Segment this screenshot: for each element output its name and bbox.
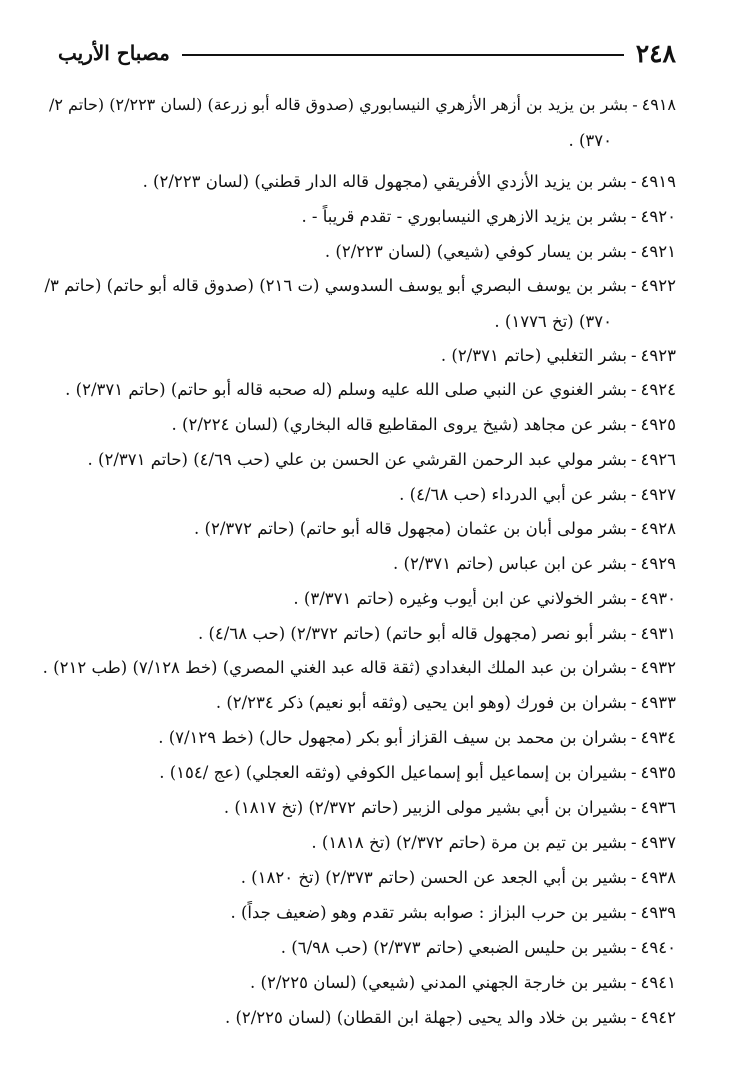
entry-number: ٤٩٣٥	[640, 763, 676, 782]
entry-4931: ٤٩٣١-بشر أبو نصر (مجهول قاله أبو حاتم) (حاتم ٢/٣٧٢) (حب ٤/٦٨) .	[197, 624, 676, 643]
entry-number: ٤٩٣٩	[640, 903, 676, 922]
entry-4918-continuation: ٣٧٠) .	[568, 131, 612, 150]
entry-number: ٤٩٢٠	[640, 207, 676, 226]
entry-4936: ٤٩٣٦-بشيران بن أبي بشير مولى الزبير (حاتم ٢/٣٧٢) (تخ ١٨١٧) .	[223, 798, 676, 817]
entry-text: بشر بن يزيد الأزدي الأفريقي (مجهول قاله الدار قطني) (لسان ٢/٢٢٣) .	[142, 172, 627, 191]
entry-text: بشير بن أبي الجعد عن الحسن (حاتم ٢/٣٧٣) (تخ ١٨٢٠) .	[240, 868, 627, 887]
entry-4934: ٤٩٣٤-بشران بن محمد بن سيف القزاز أبو بكر (مجهول حال) (خط ٧/١٢٩) .	[158, 728, 676, 747]
entry-text: بشر أبو نصر (مجهول قاله أبو حاتم) (حاتم ٢/٣٧٢) (حب ٤/٦٨) .	[197, 624, 627, 643]
entry-number: ٤٩٢٩	[640, 554, 676, 573]
page-header	[58, 38, 676, 68]
entry-4938: ٤٩٣٨-بشير بن أبي الجعد عن الحسن (حاتم ٢/٣٧٣) (تخ ١٨٢٠) .	[240, 868, 676, 887]
entry-4924: ٤٩٢٤-بشر الغنوي عن النبي صلى الله عليه وسلم (له صحبه قاله أبو حاتم) (حاتم ٢/٣٧١) .	[65, 380, 676, 399]
entry-number: ٤٩٣٠	[640, 589, 676, 608]
entry-text: بشير بن تيم بن مرة (حاتم ٢/٣٧٢) (تخ ١٨١٨) .	[311, 833, 627, 852]
entry-4926: ٤٩٢٦-بشر مولي عبد الرحمن القرشي عن الحسن بن علي (حب ٤/٦٩) (حاتم ٢/٣٧١) .	[87, 450, 676, 469]
entry-text: بشيران بن أبي بشير مولى الزبير (حاتم ٢/٣٧٢) (تخ ١٨١٧) .	[223, 798, 627, 817]
entry-number: ٤٩٢٧	[640, 485, 676, 504]
entry-4922-continuation: ٣٧٠) (تخ ١٧٧٦) .	[494, 312, 612, 331]
entry-4919: ٤٩١٩-بشر بن يزيد الأزدي الأفريقي (مجهول قاله الدار قطني) (لسان ٢/٢٢٣) .	[142, 172, 676, 191]
entry-4939: ٤٩٣٩-بشير بن حرب البزاز : صوابه بشر تقدم وهو (ضعيف جداً) .	[230, 903, 676, 922]
entry-4941: ٤٩٤١-بشير بن خارجة الجهني المدني (شيعي) (لسان ٢/٢٢٥) .	[250, 973, 676, 992]
entry-number: ٤٩٢٤	[640, 380, 676, 399]
entry-number: ٤٩٣٨	[640, 868, 676, 887]
entry-text: بشر الغنوي عن النبي صلى الله عليه وسلم (له صحبه قاله أبو حاتم) (حاتم ٢/٣٧١) .	[65, 380, 627, 399]
entry-4927: ٤٩٢٧-بشر عن أبي الدرداء (حب ٤/٦٨) .	[399, 485, 676, 504]
entry-text: بشر عن ابن عباس (حاتم ٢/٣٧١) .	[393, 554, 627, 573]
entry-text: بشر بن يوسف البصري أبو يوسف السدوسي (ت ٢١٦) (صدوق قاله أبو حاتم) (حاتم ٣/	[44, 276, 627, 295]
entry-number: ٤٩٤١	[640, 973, 676, 992]
entry-text: بشير بن حليس الضبعي (حاتم ٢/٣٧٣) (حب ٦/٩٨) .	[280, 938, 627, 957]
entry-text: بشر عن أبي الدرداء (حب ٤/٦٨) .	[399, 485, 627, 504]
entry-number: ٤٩٢٣	[640, 346, 676, 365]
entry-4932: ٤٩٣٢-بشران بن عبد الملك البغدادي (ثقة قاله عبد الغني المصري) (خط ٧/١٢٨) (طب ٢١٢) .	[42, 658, 676, 677]
entry-number: ٤٩٢٨	[640, 519, 676, 538]
entry-4942: ٤٩٤٢-بشير بن خلاد والد يحيى (جهلة ابن القطان) (لسان ٢/٢٢٥) .	[224, 1008, 676, 1027]
entry-number: ٤٩٢٢	[640, 276, 676, 295]
entry-4933: ٤٩٣٣-بشران بن فورك (وهو ابن يحيى (وثقه أبو نعيم) ذكر ٢/٢٣٤) .	[215, 693, 676, 712]
entry-4935: ٤٩٣٥-بشيران بن إسماعيل أبو إسماعيل الكوفي (وثقه العجلي) (عج /١٥٤) .	[159, 763, 676, 782]
entry-number: ٤٩٣٤	[640, 728, 676, 747]
entry-4925: ٤٩٢٥-بشر عن مجاهد (شيخ يروى المقاطيع قاله البخاري) (لسان ٢/٢٢٤) .	[171, 415, 676, 434]
entry-text: بشر بن يسار كوفي (شيعي) (لسان ٢/٢٢٣) .	[324, 242, 627, 261]
entry-number: ٤٩١٨	[641, 95, 676, 114]
entry-number: ٤٩٣٣	[640, 693, 676, 712]
entry-text: بشير بن خلاد والد يحيى (جهلة ابن القطان) (لسان ٢/٢٢٥) .	[224, 1008, 627, 1027]
entry-4928: ٤٩٢٨-بشر مولى أبان بن عثمان (مجهول قاله أبو حاتم) (حاتم ٢/٣٧٢) .	[194, 519, 676, 538]
entry-text: بشر بن يزيد الازهري النيسابوري - تقدم قريباً - .	[301, 207, 627, 226]
entry-text: بشران بن محمد بن سيف القزاز أبو بكر (مجهول حال) (خط ٧/١٢٩) .	[158, 728, 627, 747]
entry-number: ٤٩٢٦	[640, 450, 676, 469]
entry-number: ٤٩٢١	[640, 242, 676, 261]
entry-number: ٤٩٣٦	[640, 798, 676, 817]
header-rule	[182, 54, 624, 56]
entry-4920: ٤٩٢٠-بشر بن يزيد الازهري النيسابوري - تقدم قريباً - .	[301, 207, 676, 226]
entry-text: بشر مولي عبد الرحمن القرشي عن الحسن بن علي (حب ٤/٦٩) (حاتم ٢/٣٧١) .	[87, 450, 627, 469]
entry-number: ٤٩٤٢	[640, 1008, 676, 1027]
entry-text: بشران بن عبد الملك البغدادي (ثقة قاله عبد الغني المصري) (خط ٧/١٢٨) (طب ٢١٢) .	[42, 658, 627, 677]
entry-number: ٤٩١٩	[640, 172, 676, 191]
entry-4923: ٤٩٢٣-بشر التغلبي (حاتم ٢/٣٧١) .	[440, 346, 676, 365]
entry-4921: ٤٩٢١-بشر بن يسار كوفي (شيعي) (لسان ٢/٢٢٣) .	[324, 242, 676, 261]
entry-text: بشيران بن إسماعيل أبو إسماعيل الكوفي (وثقه العجلي) (عج /١٥٤) .	[159, 763, 627, 782]
entry-4940: ٤٩٤٠-بشير بن حليس الضبعي (حاتم ٢/٣٧٣) (حب ٦/٩٨) .	[280, 938, 676, 957]
book-title: مصباح الأريب	[58, 41, 170, 65]
entry-text: بشير بن خارجة الجهني المدني (شيعي) (لسان ٢/٢٢٥) .	[250, 973, 627, 992]
entry-4930: ٤٩٣٠-بشر الخولاني عن ابن أيوب وغيره (حاتم ٣/٣٧١) .	[293, 589, 676, 608]
entry-4922: ٤٩٢٢-بشر بن يوسف البصري أبو يوسف السدوسي (ت ٢١٦) (صدوق قاله أبو حاتم) (حاتم ٣/	[44, 276, 676, 295]
entry-number: ٤٩٣١	[640, 624, 676, 643]
entry-text: بشر بن يزيد بن أزهر الأزهري النيسابوري (صدوق قاله أبو زرعة) (لسان ٢/٢٢٣) (حاتم ٢/	[48, 95, 629, 114]
entry-text: بشر مولى أبان بن عثمان (مجهول قاله أبو حاتم) (حاتم ٢/٣٧٢) .	[194, 519, 627, 538]
entry-4918: ٤٩١٨-بشر بن يزيد بن أزهر الأزهري النيسابوري (صدوق قاله أبو زرعة) (لسان ٢/٢٢٣) (حاتم ٢/	[48, 95, 676, 114]
entry-text: بشر الخولاني عن ابن أيوب وغيره (حاتم ٣/٣٧١) .	[293, 589, 627, 608]
entry-text: بشر عن مجاهد (شيخ يروى المقاطيع قاله البخاري) (لسان ٢/٢٢٤) .	[171, 415, 627, 434]
entry-number: ٤٩٣٧	[640, 833, 676, 852]
entry-4937: ٤٩٣٧-بشير بن تيم بن مرة (حاتم ٢/٣٧٢) (تخ ١٨١٨) .	[311, 833, 676, 852]
entry-number: ٤٩٤٠	[640, 938, 676, 957]
page-number: ٢٤٨	[635, 38, 676, 68]
entry-number: ٤٩٢٥	[640, 415, 676, 434]
entry-4929: ٤٩٢٩-بشر عن ابن عباس (حاتم ٢/٣٧١) .	[393, 554, 676, 573]
entry-number: ٤٩٣٢	[640, 658, 676, 677]
entry-text: بشر التغلبي (حاتم ٢/٣٧١) .	[440, 346, 627, 365]
entry-text: بشران بن فورك (وهو ابن يحيى (وثقه أبو نعيم) ذكر ٢/٢٣٤) .	[215, 693, 627, 712]
entry-text: بشير بن حرب البزاز : صوابه بشر تقدم وهو (ضعيف جداً) .	[230, 903, 627, 922]
